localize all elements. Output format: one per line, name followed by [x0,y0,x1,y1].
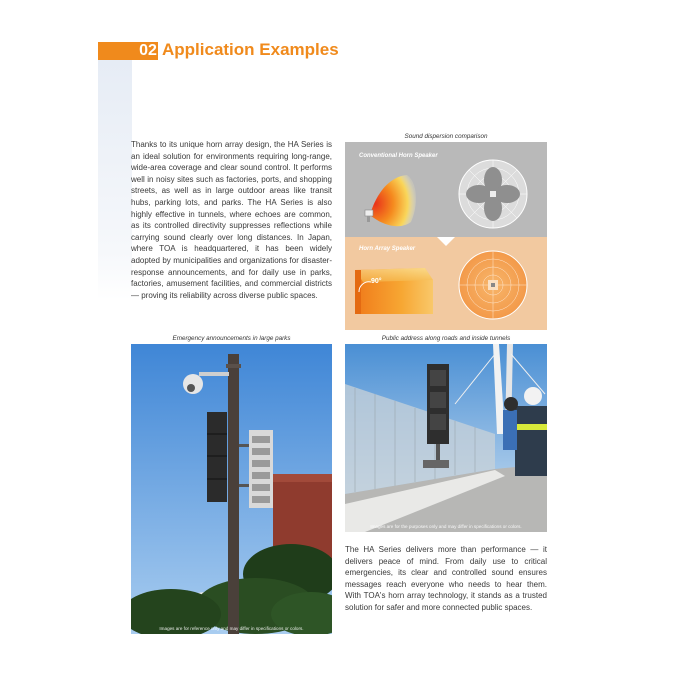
conventional-polar-plot [459,160,527,228]
section-number: 02 [139,42,157,59]
right-photo-caption: Public address along roads and inside tunnels [381,335,511,342]
intro-paragraph: Thanks to its unique horn array design, the HA Series is an ideal solution for environments requiring long-range, wide-area coverage and clear sound control. It performs well in noisy sites such as factories, ports, and shopping streets, as well as in large outdoor areas like transit hubs, parking lots, and parks. The HA Series is also highly effective in tunnels, where echoes are common, as its controlled directivity suppresses reflections while carrying sound clearly over long distances. In Japan, where TOA is headquartered, it has been widely adopted by municipalities and organizations for disaster-response announcements, and for daily use in parks, factories, amusement facilities, and commercial districts — proving its reliability across diverse public spaces. [131,140,332,300]
horn-array-polar-plot [459,251,527,319]
horn-array-label: Horn Array Speaker [359,246,416,252]
park-pole-photo [131,344,332,634]
decorative-side-strip [98,60,132,300]
dispersion-illustration [345,142,547,330]
left-photo-caption: Emergency announcements in large parks [172,335,291,342]
bridge-speaker-photo [345,344,547,532]
closing-paragraph: The HA Series delivers more than performance — it delivers peace of mind. From daily use to critical emergencies, its clear and controlled sound ensures messages reach everyone who needs to hear them. With TOA's horn array technology, it stands as a trusted solution for safer and more connected public spaces. [345,545,547,612]
left-photo-note: Images are for reference only and may differ in specifications or colors. [159,626,304,631]
sound-dispersion-diagram [345,142,547,330]
diagram-caption: Sound dispersion comparison [404,133,488,140]
page-title: Application Examples [162,40,339,59]
horn-array-dispersion-block [355,268,433,314]
conventional-label: Conventional Horn Speaker [359,153,438,159]
angle-label: 90° [371,278,382,285]
horn-speaker-icon [365,210,373,216]
right-photo-note: Images are for the purposes only and may differ in specifications or colors. [370,524,522,529]
